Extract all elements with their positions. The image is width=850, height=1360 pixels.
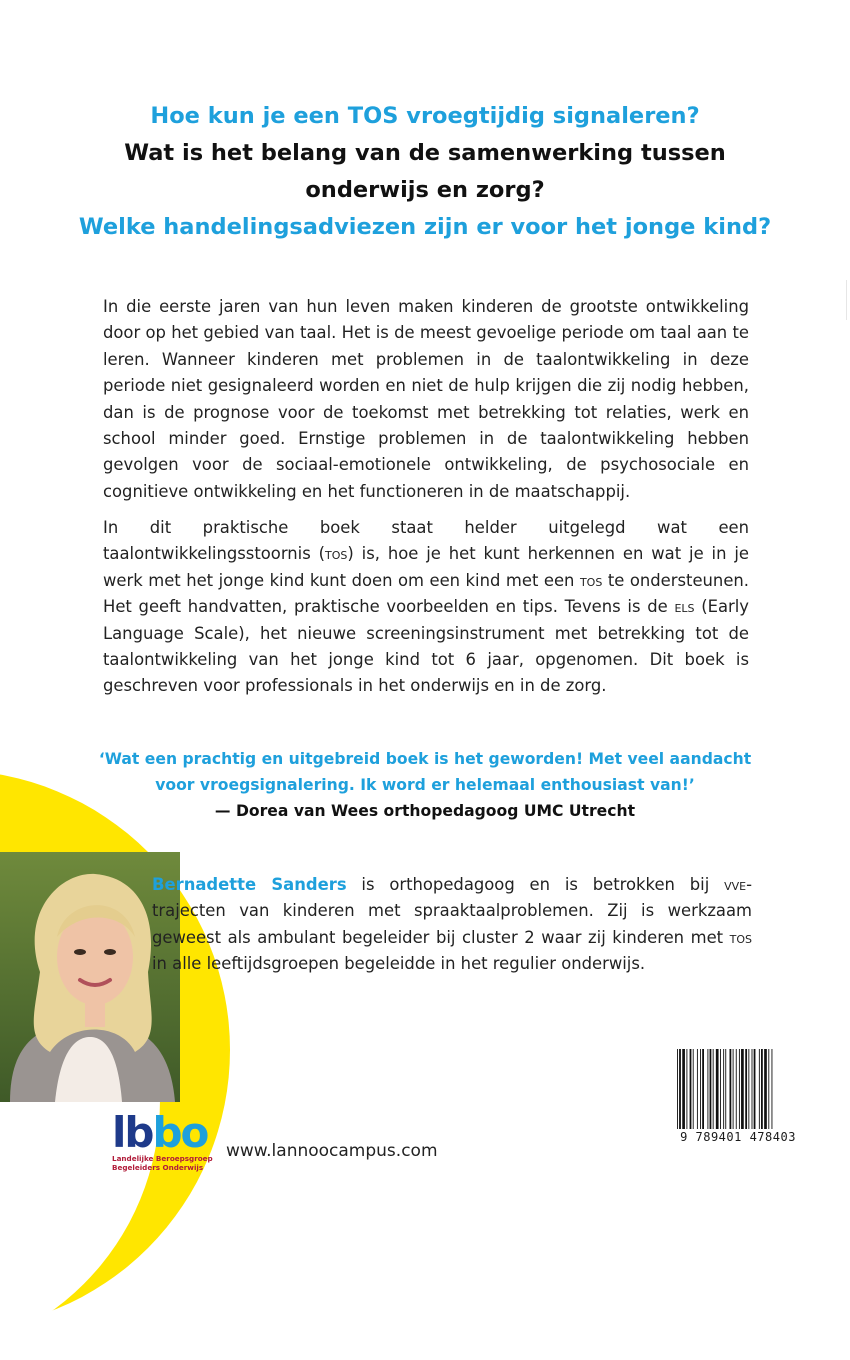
barcode-bar <box>772 1049 773 1129</box>
question-1: Hoe kun je een TOS vroegtijdig signaleren? <box>150 103 700 129</box>
barcode-bar <box>739 1049 740 1129</box>
text-run: in alle leeftijdsgroepen begeleidde in het regulier onderwijs. <box>152 954 646 974</box>
quote-line-1: ‘Wat een prachtig en uitgebreid boek is het geworden! Met veel aandacht <box>98 750 752 768</box>
barcode-bar <box>748 1049 749 1129</box>
barcode-bar <box>677 1049 678 1129</box>
abbr-vve: vve <box>724 875 747 894</box>
author-bio <box>152 872 752 978</box>
text-run: is orthopedagoog en is betrokken bij <box>346 875 725 894</box>
text-run: In dit praktische boek staat helder uitgelegd wat een taalontwikkelingsstoornis ( <box>103 518 749 564</box>
logo-mark-part-1: lb <box>112 1108 153 1157</box>
text-run: te ondersteunen. Het geeft handvatten, praktische voorbeelden en tips. Tevens is de <box>103 570 749 617</box>
barcode-bar <box>745 1049 747 1129</box>
barcode-bar <box>754 1049 756 1129</box>
barcode-bar <box>720 1049 721 1129</box>
lbbo-logo-mark <box>112 1108 222 1157</box>
barcode-bar <box>707 1049 708 1129</box>
barcode-bar <box>693 1049 694 1129</box>
barcode-bar <box>768 1049 769 1129</box>
question-2: Wat is het belang van de samenwerking tussen <box>124 140 726 166</box>
quote-author: — Dorea van Wees orthopedagoog UMC Utrecht <box>214 802 636 820</box>
barcode-bar <box>725 1049 726 1129</box>
barcode-bars <box>677 1049 799 1129</box>
barcode-bar <box>723 1049 724 1129</box>
barcode-bar <box>736 1049 737 1129</box>
text-run: ) is, hoe je het kunt herkennen en wat je in je werk met het jonge kind kunt doen om een kind met een <box>103 544 749 590</box>
barcode-bar <box>759 1049 760 1129</box>
question-3: onderwijs en zorg? <box>305 177 545 203</box>
barcode-bar <box>716 1049 719 1129</box>
author-name: Bernadette Sanders <box>152 875 347 894</box>
isbn-digits: 9 789401 478403 <box>680 1130 796 1144</box>
barcode-bar <box>761 1049 763 1129</box>
abbr-tos: tos <box>325 544 348 564</box>
barcode-bar <box>679 1049 681 1129</box>
barcode-bar <box>697 1049 698 1129</box>
barcode-bar <box>702 1049 704 1129</box>
abbr-tos: tos <box>729 927 752 947</box>
barcode-bar <box>764 1049 767 1129</box>
barcode-bar <box>700 1049 701 1129</box>
quote-line-2: voor vroegsignalering. Ik word er helemaal enthousiast van!’ <box>155 776 695 794</box>
testimonial-quote <box>0 746 850 824</box>
lbbo-logo <box>112 1108 222 1182</box>
barcode-bar <box>752 1049 753 1129</box>
abbr-tos: tos <box>579 570 603 590</box>
abbr-els: els <box>674 597 695 617</box>
barcode-bar <box>682 1049 685 1129</box>
barcode-bar <box>741 1049 744 1129</box>
publisher-website: www.lannoocampus.com <box>226 1141 438 1161</box>
barcode-bar <box>713 1049 714 1129</box>
barcode-bar <box>686 1049 687 1129</box>
text-run: (Early Language Scale), het nieuwe screeningsinstrument met betrekking tot de taalontwikkeling van het jonge kind tot 6 jaar, opgenomen. Dit boek is geschreven voor professionals in het onderwijs en in de zorg. <box>103 597 750 696</box>
barcode-bar <box>710 1049 712 1129</box>
isbn-barcode <box>673 1046 803 1146</box>
edge-line <box>846 280 847 320</box>
question-4: Welke handelingsadviezen zijn er voor het jonge kind? <box>78 214 772 240</box>
text-run: - trajecten van kinderen met spraaktaalproblemen. Zij is werkzaam geweest als ambulant begeleider bij cluster 2 waar zij kinderen met <box>152 875 752 947</box>
barcode-bar <box>690 1049 692 1129</box>
barcode-bar <box>733 1049 734 1129</box>
logo-subtitle-2: Begeleiders Onderwijs <box>112 1163 204 1172</box>
barcode-bar <box>730 1049 732 1129</box>
logo-mark-part-2: bo <box>152 1108 208 1157</box>
intro-paragraph: In die eerste jaren van hun leven maken kinderen de grootste ontwikkeling door op het gebied van taal. Het is de meest gevoelige periode om taal aan te leren. Wanneer kinderen met problemen in de taalontwikkeling in deze periode niet gesignaleerd worden en niet de hulp krijgen die zij nodig hebben, dan is de prognose voor de toekomst met betrekking tot relaties, werk en school minder goed. Ernstige problemen in de taalontwikkeling hebben gevolgen voor de sociaal-emotionele ontwikkeling, de psychosociale en cognitieve ontwikkeling en het functioneren in de maatschappij. <box>103 297 749 501</box>
question-block <box>0 98 850 246</box>
logo-subtitle-1: Landelijke Beroepsgroep <box>112 1154 213 1163</box>
book-description-paragraph <box>103 515 749 700</box>
